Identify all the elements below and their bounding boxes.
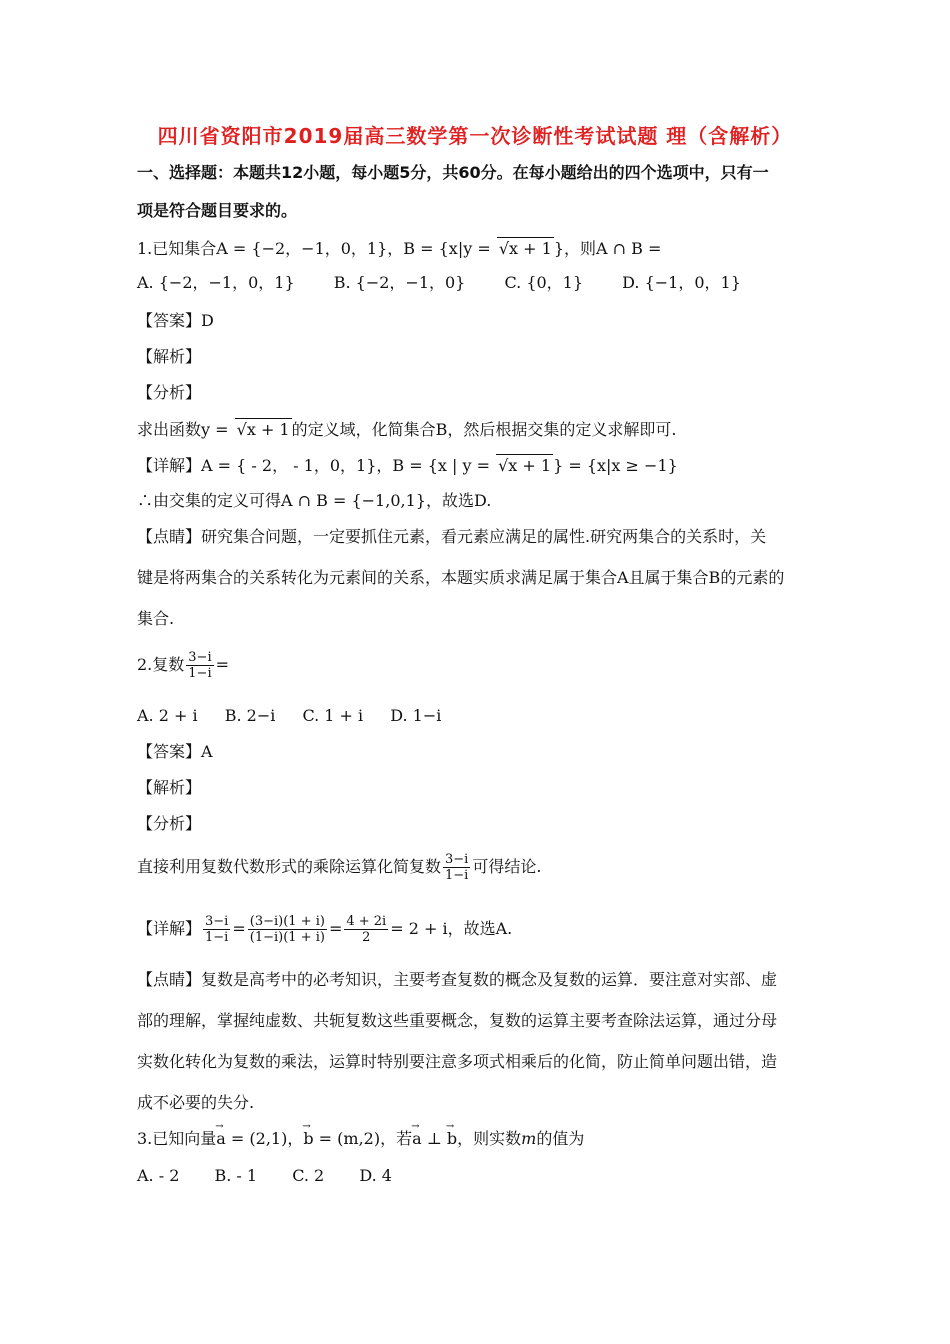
- q2-detail-label: 【详解】: [137, 919, 202, 938]
- q2-option-b: B. 2−i: [224, 706, 276, 725]
- q2-detail-f3-denominator: 2: [362, 930, 371, 945]
- q1-analysis-tail: 的定义域，化简集合B，然后根据交集的定义求解即可.: [291, 420, 677, 439]
- q2-comment-line-2: 部的理解，掌握纯虚数、共轭复数这些重要概念，复数的运算主要考查除法运算，通过分母: [137, 1011, 778, 1030]
- q3-stem: [137, 1128, 817, 1150]
- q2-option-c: C. 1 + i: [302, 706, 364, 725]
- q2-detail-fraction-2: [248, 914, 327, 945]
- q1-analysis-text: 求出函数y =: [137, 420, 234, 439]
- q2-comment-line-1: 【点睛】复数是高考中的必考知识，主要考查复数的概念及复数的运算．要注意对实部、虚: [137, 970, 778, 989]
- q1-fenxi: 【分析】: [137, 383, 202, 402]
- q2-analysis-denominator: 1−i: [445, 868, 469, 883]
- q2-detail-fraction-1: [203, 914, 230, 945]
- q1-option-a: A. {−2，−1，0，1}: [137, 273, 295, 292]
- q2-stem-fraction: [186, 650, 213, 681]
- q3-stem-text: 3.已知向量: [137, 1129, 217, 1148]
- q2-analysis: [137, 852, 817, 883]
- q1-detail-sqrt: √x + 1: [498, 456, 552, 475]
- q3-option-d: D. 4: [359, 1166, 392, 1185]
- q2-comment-line-3: 实数化转化为复数的乘法，运算时特别要注意多项式相乘后的化简，防止简单问题出错，造: [137, 1052, 778, 1071]
- q1-comment-line-2: 键是将两集合的关系转化为元素间的关系，本题实质求满足属于集合A且属于集合B的元素的: [137, 568, 785, 587]
- q2-stem: [137, 650, 817, 681]
- q2-stem-numerator: 3−i: [188, 650, 212, 665]
- q2-answer: 【答案】A: [137, 742, 213, 761]
- q1-analysis-sqrt-arg: x + 1: [246, 420, 290, 439]
- q2-stem-text: 2.复数: [137, 655, 185, 674]
- q1-analysis-sqrt: √x + 1: [236, 420, 290, 439]
- q3-stem-b-value: = (m,2)，若: [313, 1129, 413, 1148]
- q2-analysis-fraction: [443, 852, 470, 883]
- q1-detail-sqrt-arg: x + 1: [508, 456, 552, 475]
- q3-stem-a-value: = (2,1)，: [225, 1129, 304, 1148]
- q1-detail: [137, 454, 817, 477]
- q2-detail-tail: = 2 + i，故选A.: [390, 919, 513, 938]
- section-header-line-2: 项是符合题目要求的。: [137, 201, 298, 220]
- q1-stem-tail: }，则A ∩ B =: [553, 239, 662, 258]
- q1-analysis: [137, 418, 817, 441]
- q2-analysis-numerator: 3−i: [445, 852, 469, 867]
- q3-variable-m: m: [521, 1129, 537, 1148]
- q1-detail-text: 【详解】A = { - 2， - 1，0，1}，B = {x | y =: [137, 456, 496, 475]
- q3-perp-symbol: ⊥: [421, 1129, 447, 1148]
- q1-comment-line-3: 集合.: [137, 609, 175, 628]
- q1-stem-text: 1.已知集合A = {−2，−1，0，1}，B = {x|y =: [137, 239, 496, 258]
- q2-stem-tail: =: [215, 655, 230, 674]
- q2-detail-fraction-3: [344, 914, 388, 945]
- q1-stem-sqrt-arg: x + 1: [509, 239, 552, 258]
- q3-options: [137, 1165, 817, 1187]
- q3-stem-tail: 的值为: [536, 1129, 585, 1148]
- q1-option-b: B. {−2，−1，0}: [333, 273, 466, 292]
- q3-vector-a-perp: → a: [412, 1128, 422, 1150]
- q3-option-b: B. - 1: [214, 1166, 258, 1185]
- q2-detail-f2-numerator: (3−i)(1 + i): [249, 914, 325, 929]
- q2-option-d: D. 1−i: [390, 706, 442, 725]
- document-title: 四川省资阳市2019届高三数学第一次诊断性考试试题 理（含解析）: [157, 124, 793, 148]
- q2-stem-denominator: 1−i: [188, 666, 212, 681]
- q1-option-d: D. {−1，0，1}: [622, 273, 741, 292]
- q2-options: [137, 705, 817, 727]
- q1-detail-tail: } = {x|x ≥ −1}: [553, 456, 678, 475]
- q2-detail: 【详解】 $\frac{3-i}{1-i}$ = $\frac{(3-i)(1 + i)}{(1-i)(1 + i)}$ = $\frac{4 + 2i}{2}$ = 2 + i，故选A.: [137, 914, 513, 945]
- q2-jiexi: 【解析】: [137, 778, 202, 797]
- q2-fenxi: 【分析】: [137, 814, 202, 833]
- q2-detail-f2-denominator: (1−i)(1 + i): [249, 930, 325, 945]
- q3-option-c: C. 2: [292, 1166, 325, 1185]
- q2-detail-f1-numerator: 3−i: [205, 914, 229, 929]
- q1-stem: [137, 237, 817, 260]
- q3-vector-b-perp: → b: [447, 1128, 457, 1150]
- q3-option-a: A. - 2: [137, 1166, 180, 1185]
- q2-option-a: A. 2 + i: [137, 706, 198, 725]
- section-header-line-1: 一、选择题：本题共12小题，每小题5分，共60分。在每小题给出的四个选项中，只有一: [137, 163, 769, 182]
- q1-therefore: ∴由交集的定义可得A ∩ B = {−1,0,1}，故选D.: [137, 491, 492, 510]
- q2-analysis-text: 直接利用复数代数形式的乘除运算化简复数: [137, 857, 442, 876]
- q3-stem-text-2: ，则实数: [457, 1129, 522, 1148]
- q1-option-c: C. {0，1}: [504, 273, 584, 292]
- q3-vector-b: → b: [303, 1128, 313, 1150]
- q1-stem-sqrt: √x + 1: [498, 239, 552, 258]
- q1-options: [137, 272, 817, 294]
- q1-jiexi: 【解析】: [137, 347, 202, 366]
- q2-analysis-tail: 可得结论.: [472, 857, 542, 876]
- q2-comment-line-4: 成不必要的失分.: [137, 1093, 255, 1112]
- q2-detail-f1-denominator: 1−i: [205, 930, 229, 945]
- q1-comment-line-1: 【点睛】研究集合问题，一定要抓住元素，看元素应满足的属性.研究两集合的关系时，关: [137, 527, 767, 546]
- q1-answer: 【答案】D: [137, 311, 214, 330]
- q2-detail-f3-numerator: 4 + 2i: [346, 914, 387, 929]
- q3-vector-a: → a: [216, 1128, 226, 1150]
